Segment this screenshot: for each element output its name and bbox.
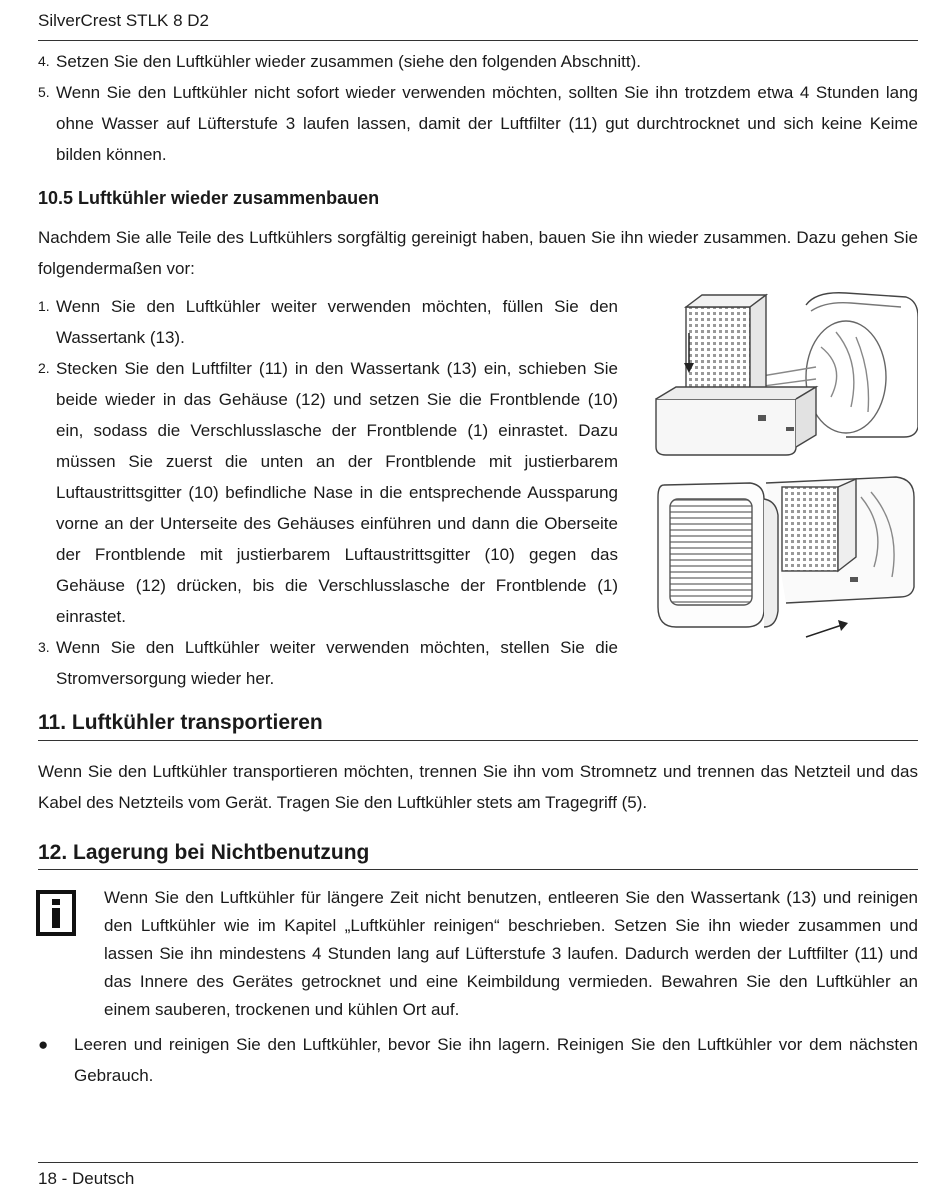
footer-divider [38,1162,918,1163]
section-intro: Nachdem Sie alle Teile des Luftkühlers sorgfältig gereinigt haben, bauen Sie ihn wieder zusammen. Dazu gehen Sie folgendermaßen vor: [38,228,918,278]
list-number: 2. [38,360,50,376]
section-divider [38,869,918,870]
page-footer: 18 - Deutsch [38,1169,135,1188]
list-text: Wenn Sie den Luftkühler weiter verwenden möchten, stellen Sie die Stromversorgung wieder her. [56,638,618,688]
list-item [38,353,618,632]
list-number: 5. [38,84,50,100]
list-item [38,632,618,694]
info-note-text: Wenn Sie den Luftkühler für längere Zeit nicht benutzen, entleeren Sie den Wassertank (13) und reinigen den Luftkühler wie im Kapitel „Luftkühler reinigen“ beschrieben. Setzen Sie ihn wieder zusammen und lassen Sie ihn mindestens 4 Stunden lang auf Lüfterstufe 3 laufen. Dadurch werden der Luftfilter (11) und das Innere des Gerätes getrocknet und eine Keimbildung vermieden. Bewahren Sie den Luftkühler an einem sauberen, trockenen und kühlen Ort auf. [104,888,918,1019]
section-divider [38,740,918,741]
list-item [38,46,918,77]
list-item [38,291,618,353]
assembly-steps-list [38,291,618,694]
bullet-icon: ● [38,1035,49,1054]
section-text: Wenn Sie den Luftkühler transportieren möchten, trennen Sie ihn vom Stromnetz und trennen das Netzteil und das Kabel des Netzteils vom Gerät. Tragen Sie den Luftkühler stets am Tragegriff (5). [38,762,918,812]
illustration-step-top [656,293,918,455]
section-heading-10-5: 10.5 Luftkühler wieder zusammenbauen [38,188,380,208]
section-heading-11: 11. Luftkühler transportieren [38,711,323,734]
section-heading-12: 12. Lagerung bei Nichtbenutzung [38,841,370,864]
top-steps-list [38,46,918,170]
list-text: Setzen Sie den Luftkühler wieder zusammen (siehe den folgenden Abschnitt). [56,52,641,71]
list-number: 1. [38,298,50,314]
list-text: Stecken Sie den Luftfilter (11) in den Wassertank (13) ein, schieben Sie beide wieder in das Gehäuse (12) und setzen Sie die Frontblende (10) ein, sodass die Verschlusslasche der Frontblende (1) einrastet. Dazu müssen Sie zuerst die unten an der Frontblende mit justierbarem Luftaustrittsgitter (10) befindliche Nase in die entsprechende Aussparung vorne an der Unterseite des Gehäuses einführen und dann die Oberseite der Frontblende mit justierbarem Luftaustrittsgitter (10) gegen das Gehäuse (12) drücken, bis die Verschlusslasche der Frontblende (1) einrastet. [56,359,618,626]
arrow-right-icon [806,620,848,637]
bullet-list-item [38,1029,918,1091]
info-icon [36,890,76,936]
list-text: Wenn Sie den Luftkühler nicht sofort wieder verwenden möchten, sollten Sie ihn trotzdem etwa 4 Stunden lang ohne Wasser auf Lüfterstufe 3 laufen lassen, damit der Luftfilter (11) gut durchtrocknet und sich keine Keime bilden können. [56,83,918,164]
list-number: 3. [38,639,50,655]
illustration-step-bottom [658,477,914,627]
bullet-text: Leeren und reinigen Sie den Luftkühler, bevor Sie ihn lagern. Reinigen Sie den Luftkühler vor dem nächsten Gebrauch. [74,1035,918,1085]
list-text: Wenn Sie den Luftkühler weiter verwenden möchten, füllen Sie den Wassertank (13). [56,297,618,347]
page-header: SilverCrest STLK 8 D2 [38,11,209,30]
list-number: 4. [38,53,50,69]
header-divider [38,40,918,41]
assembly-illustration [646,287,918,647]
list-item [38,77,918,170]
